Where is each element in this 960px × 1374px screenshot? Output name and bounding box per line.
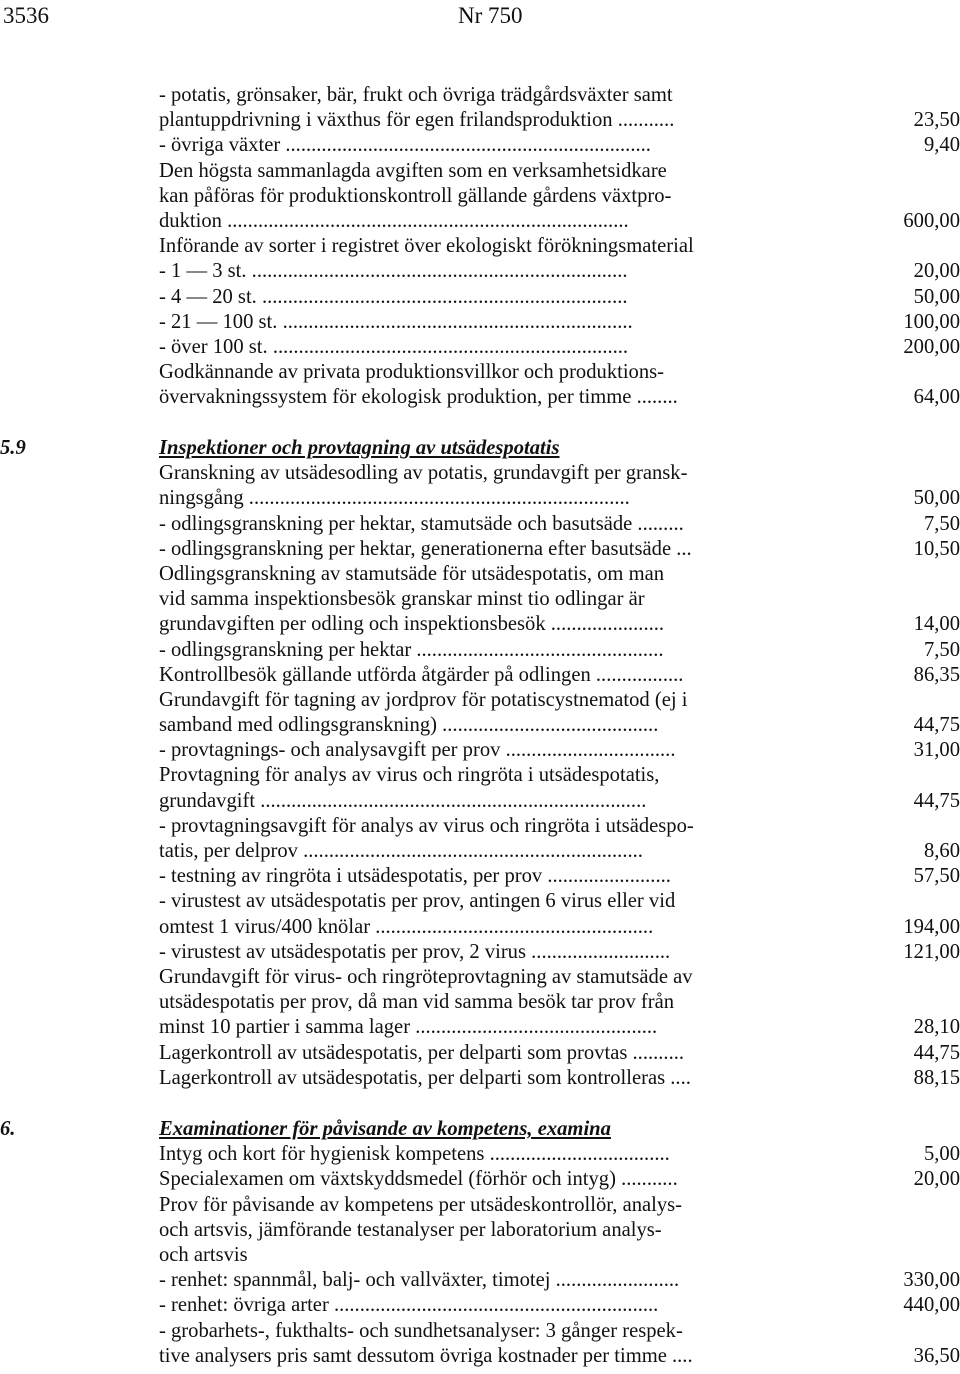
- section-title: Examinationer för påvisande av kompetens, examina: [159, 1118, 611, 1140]
- fee-line-text: omtest 1 virus/400 knölar ......................................................: [159, 915, 654, 938]
- fee-line: [0, 486, 960, 511]
- fee-amount: 64,00: [913, 386, 960, 409]
- fee-amount: 44,75: [913, 789, 960, 812]
- fee-line: [0, 83, 960, 108]
- fee-line: [0, 1319, 960, 1344]
- fee-line-text: - virustest av utsädespotatis per prov, antingen 6 virus eller vid: [159, 890, 676, 913]
- fee-line: [0, 108, 960, 133]
- fee-line: [0, 638, 960, 663]
- fee-line: [0, 562, 960, 587]
- fee-line: [0, 965, 960, 990]
- fee-line: [0, 688, 960, 713]
- fee-line: [0, 1344, 960, 1369]
- fee-line: [0, 461, 960, 486]
- fee-line-text: Odlingsgranskning av stamutsäde för utsädespotatis, om man: [159, 562, 665, 585]
- section-6: [0, 1117, 960, 1369]
- fee-amount: 600,00: [903, 209, 960, 232]
- fee-line-text: övervakningssystem för ekologisk produktion, per timme ........: [159, 386, 678, 409]
- fee-line: [0, 990, 960, 1015]
- page-number: 3536: [3, 3, 49, 28]
- fee-line-text: - renhet: spannmål, balj- och vallväxter, timotej ........................: [159, 1269, 680, 1292]
- fee-line-text: och artsvis, jämförande testanalyser per laboratorium analys-: [159, 1218, 662, 1241]
- section-number: 5.9: [0, 437, 26, 459]
- fee-amount: 8,60: [923, 840, 960, 862]
- fee-line-text: duktion ..............................................................................: [159, 209, 629, 232]
- fee-line-text: minst 10 partier i samma lager ...............................................: [159, 1016, 658, 1039]
- fee-amount: 200,00: [903, 335, 960, 358]
- fee-line: [0, 1015, 960, 1040]
- fee-line: [0, 839, 960, 864]
- fee-line-text: - odlingsgranskning per hektar ................................................: [159, 638, 664, 661]
- section-number: 6.: [0, 1118, 16, 1140]
- fee-line-text: tatis, per delprov ..................................................................: [159, 840, 643, 862]
- fee-line: [0, 209, 960, 234]
- fee-line-text: - övriga växter .......................................................................: [159, 134, 651, 157]
- fee-line: [0, 864, 960, 889]
- fee-line: [0, 1268, 960, 1293]
- fee-amount: 9,40: [923, 134, 960, 157]
- fee-amount: 440,00: [903, 1294, 960, 1317]
- fee-line-text: - potatis, grönsaker, bär, frukt och övriga trädgårdsväxter samt: [159, 84, 673, 106]
- fee-line-text: och artsvis: [159, 1243, 248, 1266]
- fee-line-text: - provtagningsavgift för analys av virus och ringröta i utsädespo-: [159, 814, 694, 837]
- fee-line-text: utsädespotatis per prov, då man vid samma besök tar prov från: [159, 991, 675, 1014]
- fee-line-text: Grundavgift för virus- och ringröteprovtagning av stamutsäde av: [159, 965, 693, 988]
- fee-line: [0, 159, 960, 184]
- fee-line-text: - renhet: övriga arter ...............................................................: [159, 1294, 659, 1317]
- fee-amount: 50,00: [913, 487, 960, 510]
- fee-amount: 57,50: [913, 865, 960, 888]
- fee-line-text: - över 100 st. .....................................................................: [159, 335, 629, 358]
- fee-list: [0, 461, 960, 1091]
- fee-line: [0, 1066, 960, 1091]
- fee-amount: 86,35: [913, 663, 960, 686]
- fee-amount: 7,50: [923, 638, 960, 661]
- fee-line: [0, 587, 960, 612]
- fee-line: [0, 889, 960, 914]
- fee-line-text: samband med odlingsgranskning) ..........................................: [159, 714, 659, 737]
- fee-line-text: grundavgiften per odling och inspektionsbesök ......................: [159, 613, 665, 636]
- fee-line-text: Granskning av utsädesodling av potatis, grundavgift per gransk-: [159, 462, 688, 485]
- fee-amount: 10,50: [913, 537, 960, 560]
- fee-line-text: - provtagnings- och analysavgift per prov .................................: [159, 739, 676, 762]
- fee-line-text: Den högsta sammanlagda avgiften som en verksamhetsidkare: [159, 159, 667, 182]
- fee-line-text: Intyg och kort för hygienisk kompetens ...................................: [159, 1143, 670, 1166]
- fee-line: [0, 1293, 960, 1318]
- fee-line-text: vid samma inspektionsbesök granskar minst tio odlingar är: [159, 588, 645, 611]
- section-heading: [0, 1117, 960, 1142]
- section-title: Inspektioner och provtagning av utsädespotatis: [159, 437, 560, 459]
- fee-line: [0, 612, 960, 637]
- fee-line: [0, 1218, 960, 1243]
- fee-line: [0, 335, 960, 360]
- fee-line-text: Specialexamen om växtskyddsmedel (förhör och intyg) ...........: [159, 1168, 678, 1191]
- section-heading: [0, 436, 960, 461]
- fee-amount: 31,00: [913, 739, 960, 762]
- fee-line: [0, 738, 960, 763]
- fee-amount: 36,50: [913, 1344, 960, 1367]
- fee-line-text: tive analysers pris samt dessutom övriga kostnader per timme ....: [159, 1344, 693, 1367]
- fee-amount: 121,00: [903, 940, 960, 963]
- fee-amount: 50,00: [913, 285, 960, 308]
- fee-line: [0, 310, 960, 335]
- fee-amount: 88,15: [913, 1066, 960, 1089]
- fee-line-text: Grundavgift för tagning av jordprov för potatiscystnematod (ej i: [159, 688, 688, 711]
- fee-line-text: ningsgång ..........................................................................: [159, 487, 630, 510]
- fee-line: [0, 814, 960, 839]
- fee-line: [0, 259, 960, 284]
- fee-line: [0, 537, 960, 562]
- fee-line-text: Prov för påvisande av kompetens per utsädeskontrollör, analys-: [159, 1193, 683, 1216]
- fee-line: [0, 763, 960, 788]
- fee-line: [0, 1193, 960, 1218]
- fee-amount: 44,75: [913, 1041, 960, 1064]
- fee-block-intro: [0, 83, 960, 410]
- fee-line-text: Godkännande av privata produktionsvillkor och produktions-: [159, 361, 665, 384]
- fee-line-text: Lagerkontroll av utsädespotatis, per delparti som provtas ..........: [159, 1041, 685, 1064]
- fee-amount: 20,00: [913, 1168, 960, 1191]
- fee-line: [0, 1142, 960, 1167]
- fee-amount: 28,10: [913, 1016, 960, 1039]
- fee-line-text: - virustest av utsädespotatis per prov, 2 virus ...........................: [159, 940, 671, 963]
- fee-line-text: - 4 — 20 st. .......................................................................: [159, 285, 628, 308]
- fee-line: [0, 663, 960, 688]
- fee-line: [0, 385, 960, 410]
- fee-line-text: - odlingsgranskning per hektar, stamutsäde och basutsäde .........: [159, 512, 684, 535]
- fee-line-text: Kontrollbesök gällande utförda åtgärder på odlingen .................: [159, 663, 684, 686]
- fee-line-text: - testning av ringröta i utsädespotatis, per prov ........................: [159, 865, 671, 888]
- fee-line: [0, 360, 960, 385]
- fee-amount: 7,50: [923, 512, 960, 535]
- fee-amount: 330,00: [903, 1269, 960, 1292]
- fee-line-text: - grobarhets-, fukthalts- och sundhetsanalyser: 3 gånger respek-: [159, 1319, 683, 1342]
- fee-line: [0, 234, 960, 259]
- fee-amount: 23,50: [913, 109, 960, 132]
- fee-amount: 20,00: [913, 260, 960, 283]
- fee-line: [0, 713, 960, 738]
- fee-amount: 100,00: [903, 310, 960, 333]
- fee-line-text: plantuppdrivning i växthus för egen frilandsproduktion ...........: [159, 109, 675, 132]
- fee-line-text: Införande av sorter i registret över ekologiskt förökningsmaterial: [159, 235, 694, 258]
- fee-line-text: kan påföras för produktionskontroll gällande gårdens växtpro-: [159, 184, 672, 207]
- fee-line: [0, 915, 960, 940]
- fee-list: [0, 1142, 960, 1369]
- fee-amount: 5,00: [923, 1143, 960, 1166]
- fee-amount: 194,00: [903, 915, 960, 938]
- fee-line-text: Lagerkontroll av utsädespotatis, per delparti som kontrolleras ....: [159, 1066, 691, 1089]
- fee-line-text: - odlingsgranskning per hektar, generationerna efter basutsäde ...: [159, 537, 692, 560]
- fee-amount: 14,00: [913, 613, 960, 636]
- fee-line: [0, 285, 960, 310]
- fee-line: [0, 789, 960, 814]
- fee-line: [0, 1243, 960, 1268]
- fee-line: [0, 133, 960, 158]
- fee-line-text: - 21 — 100 st. ....................................................................: [159, 310, 633, 333]
- fee-line-text: grundavgift ...........................................................................: [159, 789, 647, 812]
- fee-line: [0, 184, 960, 209]
- fee-line: [0, 940, 960, 965]
- issue-number: Nr 750: [458, 3, 523, 28]
- fee-amount: 44,75: [913, 714, 960, 737]
- fee-line-text: Provtagning för analys av virus och ringröta i utsädespotatis,: [159, 764, 660, 787]
- fee-line: [0, 1041, 960, 1066]
- fee-line-text: - 1 — 3 st. .........................................................................: [159, 260, 628, 283]
- fee-line: [0, 1167, 960, 1192]
- fee-line: [0, 512, 960, 537]
- section-5-9: [0, 436, 960, 1091]
